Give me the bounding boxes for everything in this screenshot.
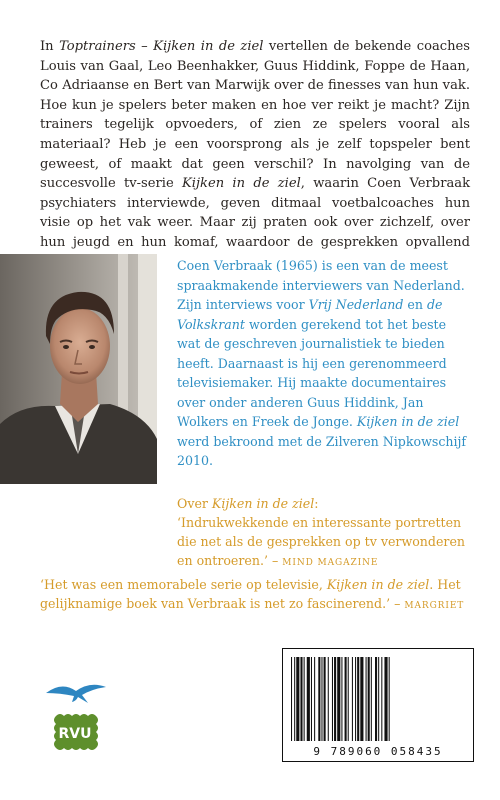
review-quote-1: ‘Indrukwekkende en interessante portretten die net als de gesprekken op tv verwonderen en ontroeren.’ – [177, 515, 466, 568]
intro-text-2: vertellen de bekende coaches Louis van Gaal, Leo Beenhakker, Guus Hiddink, Foppe de Haan, Co Adriaanse en Bert van Marwijk over de finesses van hun vak. Hoe kun je spelers beter maken en hoe ver reikt je macht? Zijn trainers tegelijk opvoeders, of zien ze spelers vooral als materiaal? Heb je een voorsprong als je zelf topspeler bent geweest, of maakt dat geen verschil? In navolging van de succesvolle tv-serie [40, 39, 470, 192]
bio-magazine-title: Vrij Nederland [308, 297, 404, 312]
review-quote-2a: ‘Het was een memorabele serie op televisie, [40, 577, 327, 592]
review-over-label: Over [177, 496, 212, 511]
review-margriet [40, 575, 472, 616]
author-photo [0, 254, 157, 484]
intro-book-title: Toptrainers – Kijken in de ziel [59, 39, 264, 54]
bio-text-3: worden gerekend tot het beste wat de geschreven journalistiek te bieden heeft. Daarnaast is hij een gerenommeerd televisiemaker. Hij maakte documentaires over onder anderen Guus Hiddink, Jan Wolkers en Freek de Jonge. [177, 316, 447, 429]
rvu-logo [50, 710, 100, 754]
review-over-colon: : [314, 496, 319, 511]
review-quote-2-title: Kijken in de ziel [326, 577, 430, 592]
intro-paragraph [40, 37, 470, 272]
intro-text-3: , waarin Coen Verbraak psychiaters interviewde, geven ditmaal voetbalcoaches hun visie op het vak weer. Maar zij praten ook over zichzelf, over hun jeugd en hun komaf, waardoor de gesprekken opvallend [40, 176, 470, 250]
bio-newspaper-title: de Volkskrant [177, 297, 443, 332]
svg-text:RVU: RVU [58, 726, 92, 742]
barcode-bars [291, 657, 465, 741]
bird-logo-icon [44, 675, 108, 707]
review-quote-2b: . Het gelijknamige boek van Verbraak is net zo fascinerend.’ – [40, 577, 461, 611]
author-bio [177, 256, 471, 471]
review-mind-magazine [177, 494, 473, 573]
isbn-number: 9 789060 058435 [313, 745, 443, 758]
bio-text-2: en [403, 297, 427, 312]
bio-series-title: Kijken in de ziel [356, 414, 460, 429]
bio-text-1: Coen Verbraak (1965) is een van de meest spraakmakende interviewers van Nederland. Zijn interviews voor [177, 258, 465, 312]
barcode [282, 648, 474, 762]
review-source-1: MIND MAGAZINE [282, 558, 379, 568]
review-over-title: Kijken in de ziel [211, 496, 315, 511]
intro-series-title: Kijken in de ziel [182, 176, 301, 192]
intro-text-1: In [40, 39, 60, 54]
bio-text-4: werd bekroond met de Zilveren Nipkowschijf 2010. [177, 433, 467, 468]
review-source-2: MARGRIET [404, 601, 465, 611]
